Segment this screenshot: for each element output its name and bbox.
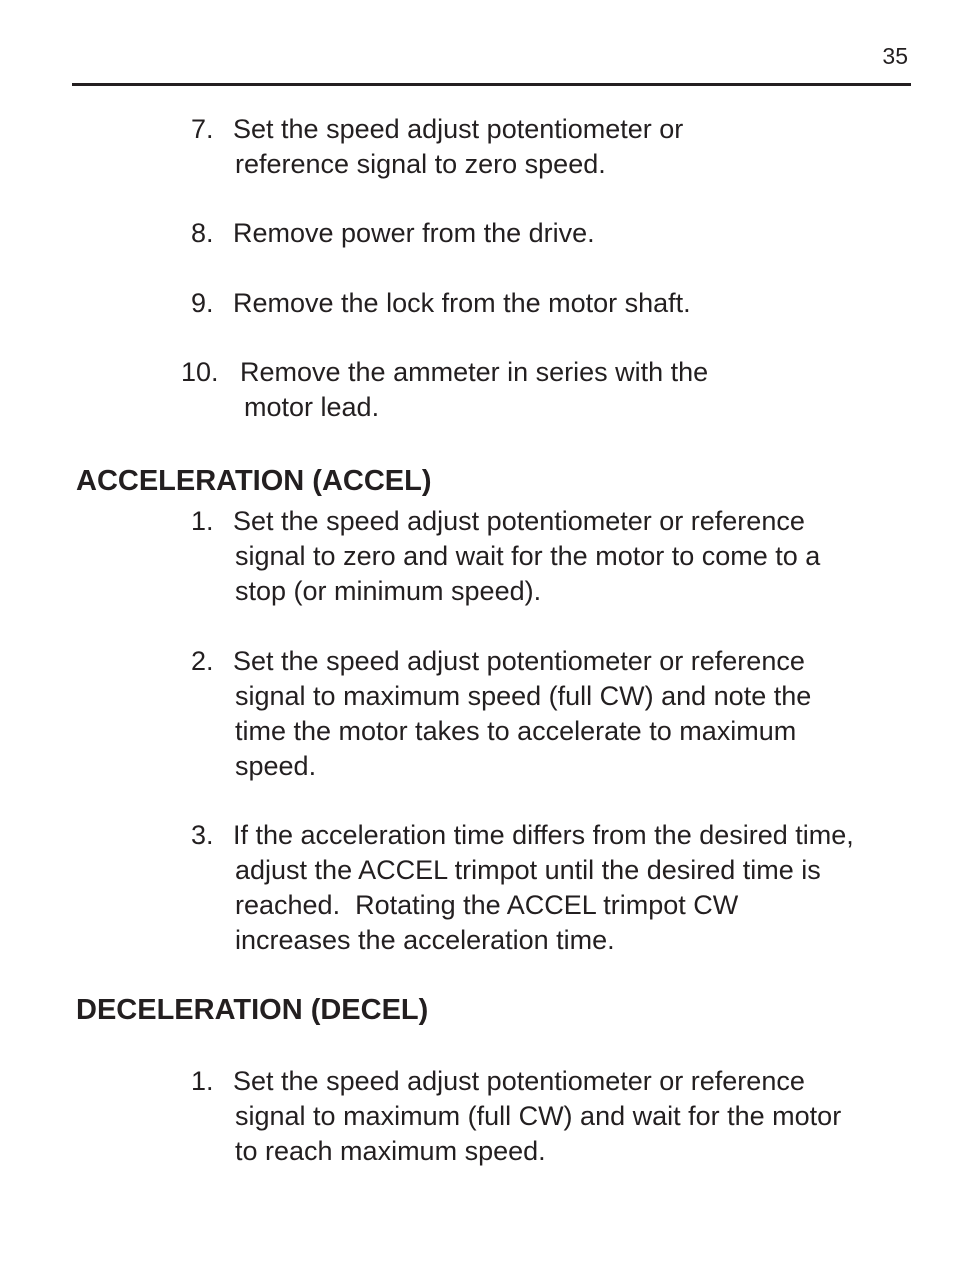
step-text-line: signal to zero and wait for the motor to come to a	[235, 541, 821, 571]
header-rule	[72, 83, 911, 86]
step-text-line: adjust the ACCEL trimpot until the desired time is	[235, 855, 821, 885]
step-text-line: Remove the lock from the motor shaft.	[233, 288, 691, 318]
accel-step-3	[191, 818, 854, 958]
step-number: 1.	[191, 1066, 214, 1096]
step-text-line: Set the speed adjust potentiometer or reference	[233, 1066, 805, 1096]
step-10	[181, 355, 708, 425]
step-text-line: increases the acceleration time.	[235, 925, 615, 955]
section-heading-decel: DECELERATION (DECEL)	[76, 994, 429, 1026]
step-text-line: Set the speed adjust potentiometer or reference	[233, 506, 805, 536]
step-text-line: signal to maximum speed (full CW) and note the	[235, 681, 812, 711]
step-9	[191, 286, 691, 321]
step-number: 3.	[191, 820, 214, 850]
step-text-line: Remove the ammeter in series with the	[240, 357, 709, 387]
step-number: 1.	[191, 506, 214, 536]
step-text-line: signal to maximum (full CW) and wait for the motor	[235, 1101, 842, 1131]
step-number: 10.	[181, 357, 219, 387]
step-text-line: reference signal to zero speed.	[235, 149, 606, 179]
step-text-line: speed.	[235, 751, 317, 781]
step-text-line: motor lead.	[244, 392, 380, 422]
step-8	[191, 216, 595, 251]
section-heading-accel: ACCELERATION (ACCEL)	[76, 465, 432, 497]
page-number: 35	[882, 43, 908, 69]
step-number: 9.	[191, 288, 214, 318]
accel-step-2	[191, 644, 811, 784]
step-text-line: Remove power from the drive.	[233, 218, 595, 248]
step-number: 8.	[191, 218, 214, 248]
step-text-line: to reach maximum speed.	[235, 1136, 546, 1166]
step-number: 7.	[191, 114, 214, 144]
step-text-line: reached. Rotating the ACCEL trimpot CW	[235, 890, 739, 920]
step-text-line: Set the speed adjust potentiometer or	[233, 114, 684, 144]
step-text-line: stop (or minimum speed).	[235, 576, 542, 606]
step-number: 2.	[191, 646, 214, 676]
step-text-line: time the motor takes to accelerate to maximum	[235, 716, 797, 746]
decel-step-1	[191, 1064, 841, 1169]
step-text-line: Set the speed adjust potentiometer or reference	[233, 646, 805, 676]
step-text-line: If the acceleration time differs from the desired time,	[233, 820, 854, 850]
step-7	[191, 112, 683, 182]
accel-step-1	[191, 504, 820, 609]
